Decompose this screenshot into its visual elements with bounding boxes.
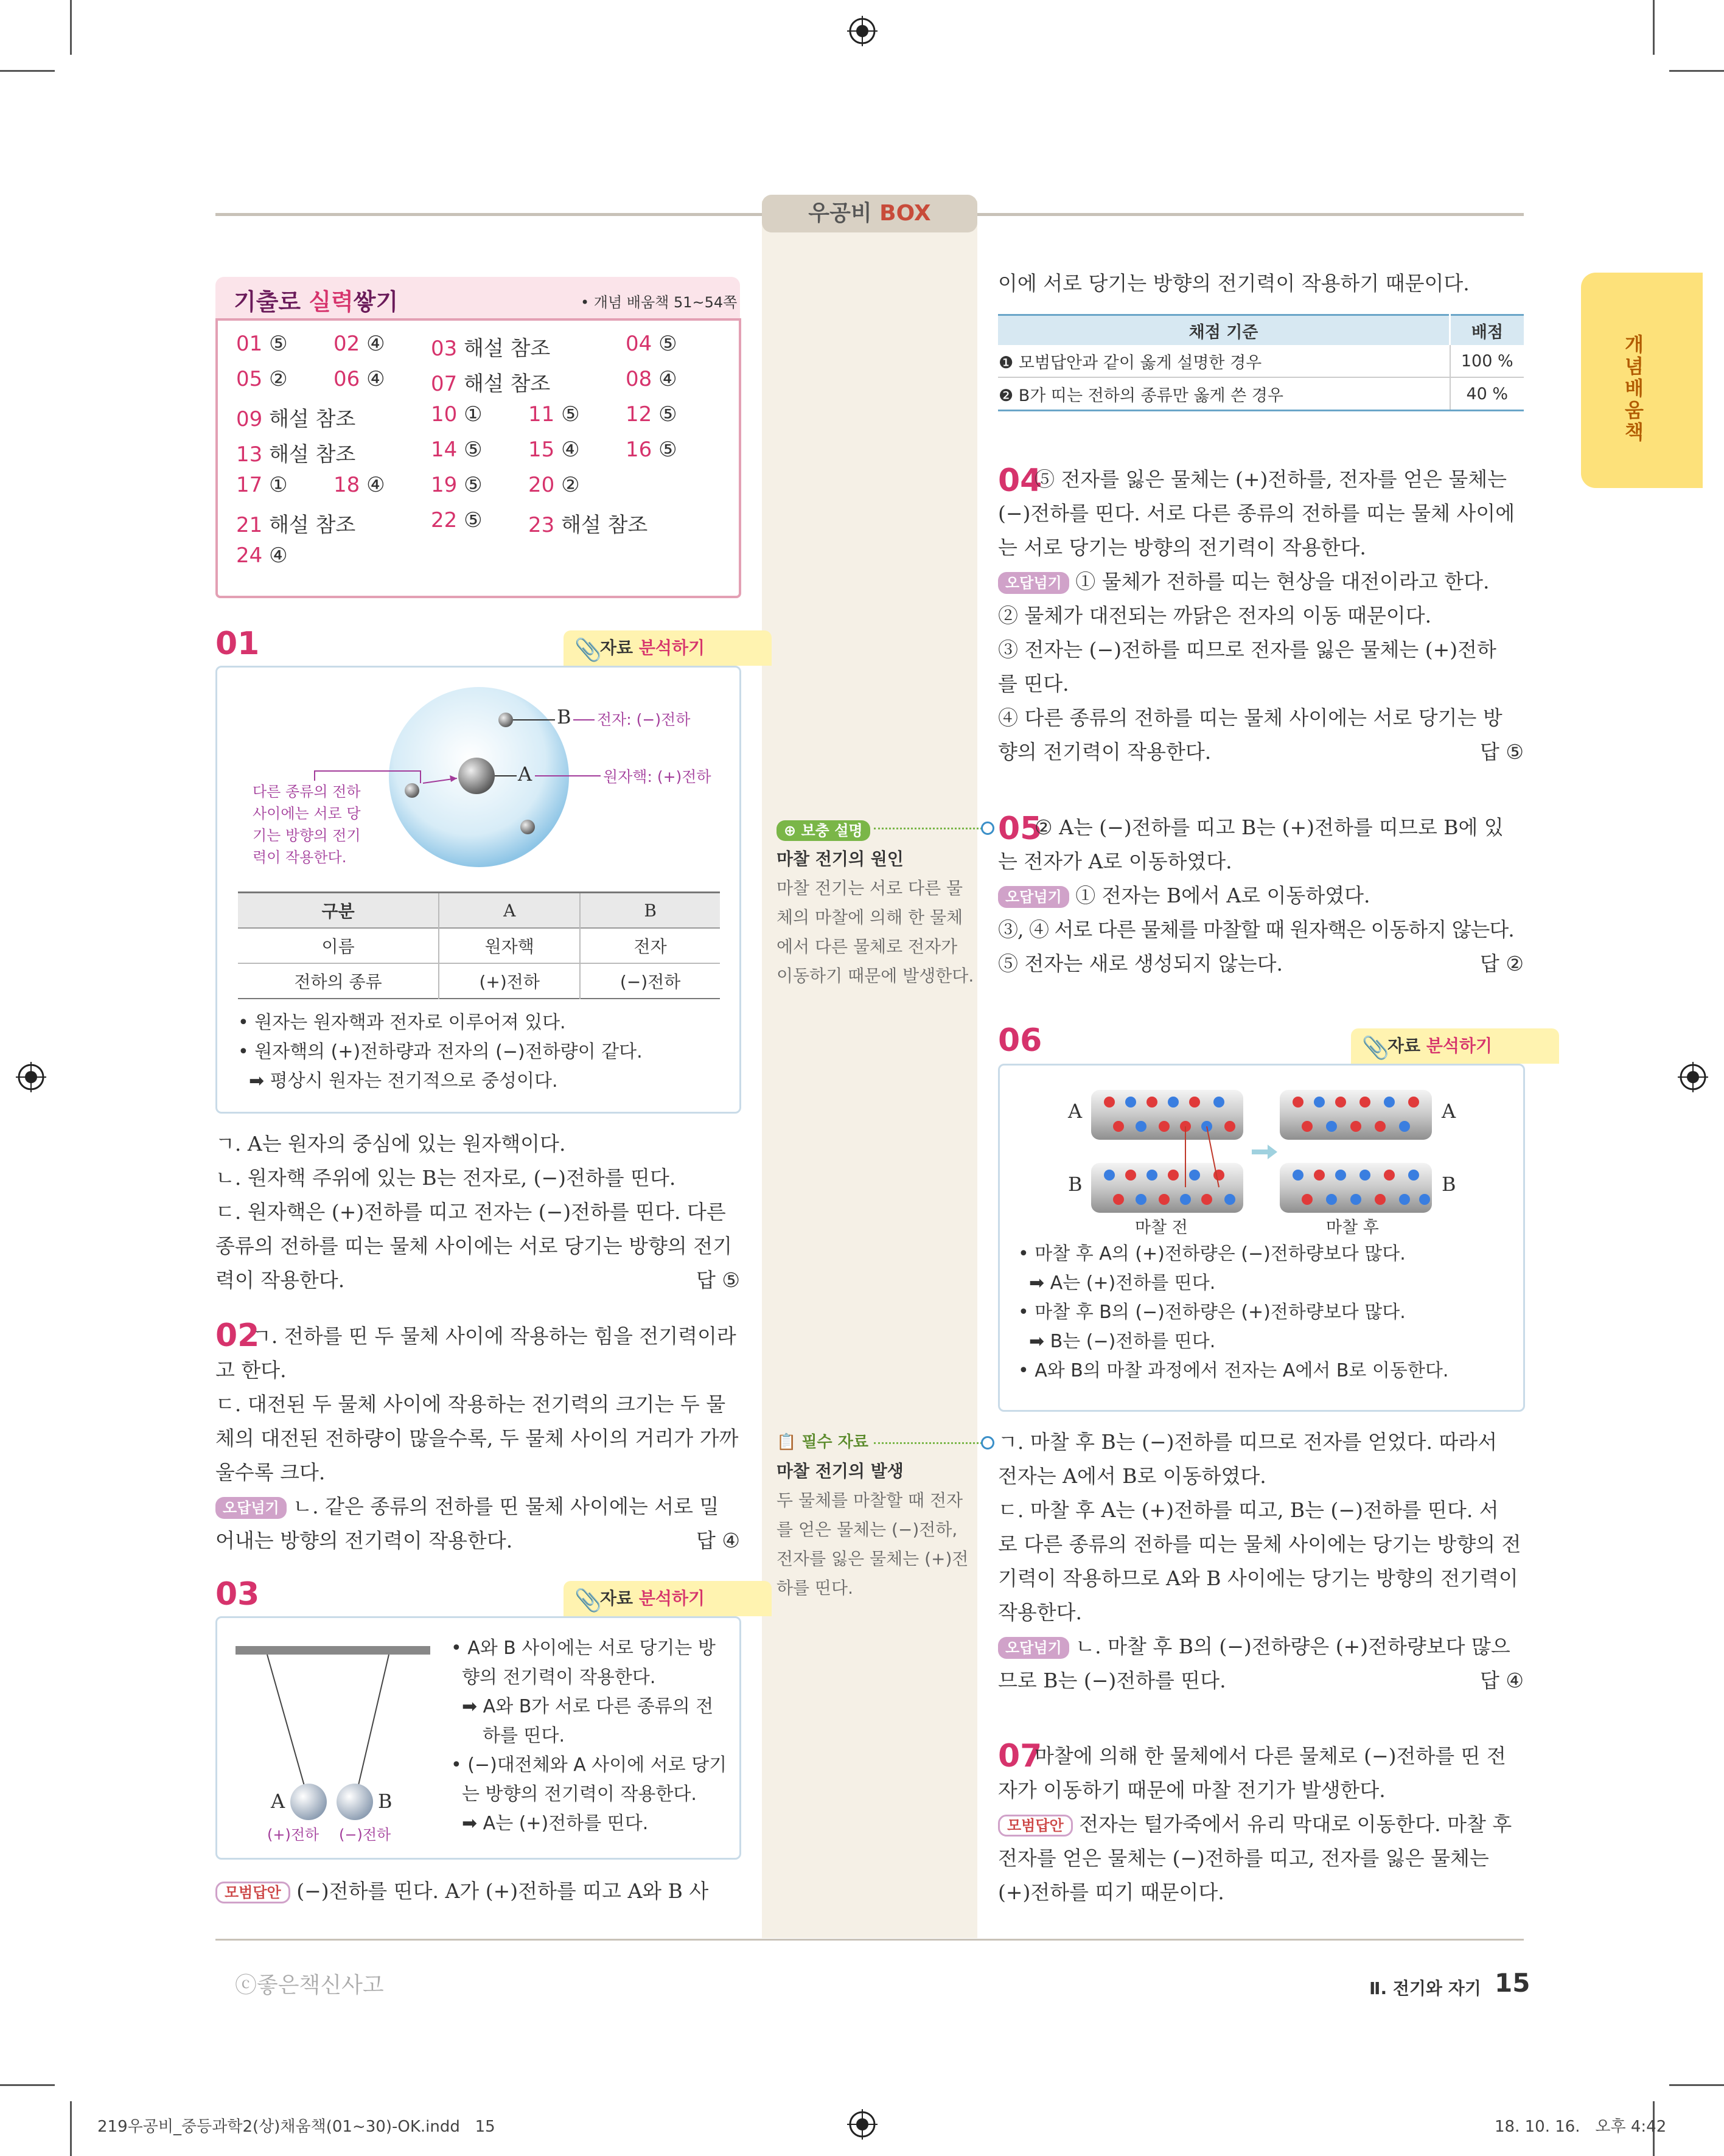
text-line: ③, ④ 서로 다른 물체를 마찰할 때 원자핵은 이동하지 않는다. [998, 918, 1514, 941]
answer-number: 03 [431, 337, 458, 361]
bullet-line: • 원자는 원자핵과 전자로 이루어져 있다. [238, 1012, 566, 1033]
electron-icon [405, 783, 419, 798]
note-line: 력이 작용한다. [253, 849, 347, 866]
q03-model-answer [215, 1874, 740, 1908]
answer-number: 19 [431, 473, 458, 497]
answer-ref: • 개념 배움책 51~54쪽 [581, 294, 738, 311]
answer-number: 22 [431, 508, 458, 532]
text-line [998, 811, 1524, 845]
answer-value: 해설 참조 [269, 513, 356, 537]
q01-bullets [238, 1008, 643, 1096]
answer-number: 12 [626, 402, 652, 427]
model-answer-tag: 모범답안 [998, 1815, 1073, 1837]
text-line [998, 947, 1524, 981]
answer-value: 해설 참조 [561, 513, 648, 537]
q06-bullets [1018, 1240, 1448, 1386]
answer-value: ① [269, 473, 288, 497]
essential-tag: 📋 필수 자료 [776, 1433, 868, 1451]
answer-number: 02 [333, 332, 360, 356]
answer-item [528, 402, 580, 427]
q03-bullets [451, 1634, 727, 1838]
data-tag-b: 분석하기 [638, 638, 705, 658]
answer-summary-box [215, 277, 740, 597]
answer-mark: 답 ④ [696, 1529, 740, 1552]
answer-item [431, 438, 483, 462]
copyright: ⓒ좋은책신사고 [235, 1973, 384, 1998]
text-line: 전자는 A에서 B로 이동하였다. [998, 1464, 1266, 1488]
q05-explanation [998, 811, 1524, 981]
answer-value: 해설 참조 [269, 442, 356, 467]
answer-value: ④ [269, 543, 288, 568]
table-cell: (−)전하 [619, 972, 681, 992]
q03-diagram-box [215, 1616, 741, 1860]
dotted-connector [874, 1442, 982, 1444]
q01-explanation [215, 1127, 740, 1297]
table-cell: 이름 [238, 928, 439, 963]
answer-value: ④ [366, 367, 385, 391]
question-number: 06 [998, 1022, 1042, 1059]
answer-item [236, 508, 355, 538]
q04-explanation [998, 462, 1524, 769]
answer-number: 16 [626, 438, 652, 462]
answer-value: ⑤ [658, 332, 677, 356]
bullet-line: ➡ A는 (+)전하를 띤다. [462, 1813, 649, 1834]
question-number: 02 [215, 1317, 260, 1354]
data-tag-a: 자료 [600, 638, 639, 658]
answer-title-b: 실력 [309, 288, 354, 315]
bullet-line: 하를 띤다. [483, 1725, 565, 1746]
q06-diagram-box [998, 1064, 1525, 1412]
text-line: 기력이 작용하므로 A와 B 사이에는 당기는 방향의 전기력이 [998, 1566, 1518, 1590]
answer-number: 11 [528, 402, 555, 427]
answer-number: 09 [236, 407, 263, 431]
answer-item [626, 332, 677, 356]
registration-mark-icon [847, 16, 878, 46]
slug-file: 219우공비_중등과학2(상)채움책(01~30)-OK.indd 15 [97, 2118, 495, 2136]
answer-value: ⑤ [561, 402, 580, 427]
answer-value: ⑤ [464, 438, 483, 462]
answer-item [236, 473, 288, 497]
answer-value: ④ [366, 473, 385, 497]
box-header [762, 195, 977, 232]
text-line [998, 1739, 1524, 1773]
note-line: 전자를 잃은 물체는 (+)전 [776, 1549, 969, 1569]
question-number: 04 [998, 462, 1042, 499]
question-number: 05 [998, 811, 1042, 847]
text-line-part: ⑤ 전자를 잃은 물체는 (+)전하를, 전자를 얻은 물체는 [1035, 467, 1507, 491]
registration-mark-icon [847, 2109, 878, 2140]
data-tag-b: 분석하기 [1426, 1036, 1493, 1056]
answer-item [626, 438, 677, 462]
wrong-answer-tag: 오답넘기 [215, 1497, 287, 1519]
answer-number: 04 [626, 332, 652, 356]
bottom-rule [215, 1939, 1524, 1941]
bullet-line: • A와 B의 마찰 과정에서 전자는 A에서 B로 이동한다. [1018, 1360, 1449, 1381]
electron-icon [498, 713, 513, 727]
answer-mark: 답 ⑤ [696, 1268, 740, 1292]
answer-item [333, 473, 385, 497]
bullet-line: • 마찰 후 A의 (+)전하량은 (−)전하량보다 많다. [1018, 1243, 1406, 1265]
page-number: 15 [1495, 1968, 1530, 1998]
registration-mark-icon [1678, 1062, 1708, 1092]
answer-item [626, 402, 677, 427]
bullet-line: • 원자핵의 (+)전하량과 전자의 (−)전하량이 같다. [238, 1041, 643, 1062]
table-header: 배점 [1471, 323, 1504, 342]
text-line-part: 므로 B는 (−)전하를 띤다. [998, 1669, 1226, 1692]
text-line-part: 력이 작용한다. [215, 1268, 345, 1292]
answer-mark: 답 ④ [1480, 1669, 1524, 1692]
rod-a-after [1280, 1090, 1432, 1140]
label-b2: B [1442, 1173, 1456, 1196]
answer-grid [215, 318, 741, 598]
text-line-part: (−)전하를 띤다. A가 (+)전하를 띠고 A와 B 사 [296, 1879, 709, 1903]
text-line: ㄷ. 대전된 두 물체 사이에 작용하는 전기력의 크기는 두 물 [215, 1392, 726, 1416]
answer-number: 14 [431, 438, 458, 462]
box-column [762, 201, 977, 1938]
arrow-icon [1252, 1145, 1277, 1159]
wrong-answer-tag: 오답넘기 [998, 572, 1069, 594]
note-title: 마찰 전기의 발생 [776, 1461, 904, 1481]
label-a1: A [1068, 1100, 1083, 1123]
answer-item [236, 543, 288, 568]
supplement-tag: ⊕ 보충 설명 [776, 815, 977, 845]
table-cell: ❷ B가 띠는 전하의 종류만 옳게 쓴 경우 [998, 377, 1450, 411]
answer-number: 10 [431, 402, 458, 427]
note-line: 마찰 전기는 서로 다른 물 [776, 878, 963, 898]
supplement-note [776, 815, 977, 991]
text-line-part: 향의 전기력이 작용한다. [998, 740, 1212, 764]
text-line [998, 1664, 1524, 1698]
note-line: 하를 띤다. [776, 1578, 853, 1598]
note-line: 를 얻은 물체는 (−)전하, [776, 1519, 958, 1540]
text-line [215, 1319, 740, 1353]
text-line: ㄱ. 마찰 후 B는 (−)전하를 띠므로 전자를 얻었다. 따라서 [998, 1430, 1498, 1454]
label-a: A [518, 762, 532, 786]
answer-item [431, 332, 550, 361]
rod-b-after [1280, 1163, 1432, 1213]
attraction-note [253, 781, 361, 868]
note-title: 마찰 전기의 원인 [776, 849, 904, 869]
text-line [998, 735, 1524, 769]
answer-number: 17 [236, 473, 263, 497]
answer-mark: 답 ⑤ [1480, 740, 1524, 764]
table-cell: 전자 [633, 937, 667, 957]
wrong-answer-tag: 오답넘기 [998, 1637, 1069, 1659]
answer-item [528, 508, 647, 538]
answer-item [431, 402, 483, 427]
text-line [998, 1807, 1524, 1841]
text-line: 는 전자가 A로 이동하였다. [998, 849, 1232, 873]
answer-number: 08 [626, 367, 652, 391]
answer-number: 01 [236, 332, 263, 356]
tag-text: 보충 설명 [801, 822, 863, 839]
answer-value: 해설 참조 [269, 407, 356, 431]
answer-item [333, 367, 385, 391]
answer-item [333, 332, 385, 356]
connector-dot-icon [981, 822, 994, 835]
q03-continued: 이에 서로 당기는 방향의 전기력이 작용하기 때문이다. [998, 271, 1470, 295]
side-tab-label: 개념 배움책 [1625, 333, 1644, 444]
text-line-part: 어내는 방향의 전기력이 작용한다. [215, 1529, 513, 1552]
slug-date: 18. 10. 16. 오후 4:42 [1495, 2118, 1667, 2136]
q02-explanation [215, 1319, 740, 1558]
answer-number: 07 [431, 372, 458, 396]
note-line: 기는 방향의 전기 [253, 827, 361, 844]
answer-item [236, 367, 288, 391]
note-line: 에서 다른 물체로 전자가 [776, 937, 958, 957]
text-line-part: ㄱ. 전하를 띤 두 물체 사이에 작용하는 힘을 전기력이라 [252, 1324, 736, 1348]
text-line: ㄴ. 원자핵 주위에 있는 B는 전자로, (−)전하를 띤다. [215, 1166, 676, 1190]
answer-item [431, 508, 483, 532]
text-line [998, 879, 1524, 913]
data-tag-a: 자료 [1387, 1036, 1426, 1056]
text-line: ④ 다른 종류의 전하를 띠는 물체 사이에는 서로 당기는 방 [998, 706, 1502, 730]
answer-value: ⑤ [464, 508, 483, 532]
question-number: 07 [998, 1738, 1042, 1774]
bullet-line: ➡ A는 (+)전하를 띤다. [1029, 1272, 1216, 1294]
text-line: (+)전하를 띠기 때문이다. [998, 1880, 1224, 1904]
answer-title-c: 쌓기 [353, 288, 399, 315]
label-a: A [271, 1790, 285, 1813]
answer-number: 20 [528, 473, 555, 497]
answer-item [431, 367, 550, 397]
tag-text: 필수 자료 [801, 1433, 868, 1451]
answer-item [236, 438, 355, 467]
text-line: 자가 이동하기 때문에 마찰 전기가 발생한다. [998, 1778, 1386, 1802]
note-line: 다른 종류의 전하 [253, 783, 361, 800]
nucleus-icon [458, 758, 495, 794]
answer-value: ⑤ [464, 473, 483, 497]
note-line: 두 물체를 마찰할 때 전자 [776, 1490, 963, 1510]
text-line: ㄷ. 원자핵은 (+)전하를 띠고 전자는 (−)전하를 띤다. 다른 [215, 1200, 726, 1224]
answer-value: ④ [366, 332, 385, 356]
answer-value: 해설 참조 [464, 372, 551, 396]
answer-number: 06 [333, 367, 360, 391]
text-line [215, 1490, 740, 1524]
text-line: ③ 전자는 (−)전하를 띠므로 전자를 잃은 물체는 (+)전하 [998, 638, 1496, 661]
answer-value: ⑤ [658, 438, 677, 462]
text-line: ㄷ. 마찰 후 A는 (+)전하를 띠고, B는 (−)전하를 띤다. 서 [998, 1498, 1499, 1522]
atom-table [238, 891, 720, 999]
after-label: 마찰 후 [1326, 1218, 1379, 1237]
q01-diagram-box [215, 666, 741, 1114]
electron-label: 전자: (−)전하 [597, 711, 691, 728]
answer-value: ④ [561, 438, 580, 462]
charge-a: (+)전하 [267, 1826, 319, 1843]
answer-value: ① [464, 402, 483, 427]
answer-item [236, 332, 288, 356]
text-line [215, 1263, 740, 1297]
text-line-part: ⑤ 전자는 새로 생성되지 않는다. [998, 952, 1283, 975]
question-number: 03 [215, 1576, 260, 1613]
answer-value: 해설 참조 [464, 337, 551, 361]
text-line: ② 물체가 대전되는 까닭은 전자의 이동 때문이다. [998, 604, 1432, 627]
text-line: 체의 대전된 전하량이 많을수록, 두 물체 사이의 거리가 가까 [215, 1426, 739, 1450]
registration-mark-icon [16, 1062, 46, 1092]
answer-item [626, 367, 677, 391]
answer-number: 15 [528, 438, 555, 462]
answer-number: 05 [236, 367, 263, 391]
bullet-line: ➡ A와 B가 서로 다른 종류의 전 [462, 1696, 714, 1717]
q06-explanation [998, 1425, 1524, 1698]
friction-diagram [1000, 1066, 1523, 1236]
answer-mark: 답 ② [1480, 952, 1524, 975]
q07-explanation [998, 1739, 1524, 1910]
answer-number: 18 [333, 473, 360, 497]
text-line: 를 띤다. [998, 672, 1069, 696]
table-cell: ❶ 모범답안과 같이 옳게 설명한 경우 [998, 345, 1450, 377]
text-line: 는 서로 당기는 방향의 전기력이 작용한다. [998, 536, 1366, 559]
answer-box-header [215, 277, 740, 318]
text-line-part: ㄴ. 마찰 후 B의 (−)전하량은 (+)전하량보다 많으 [1075, 1634, 1510, 1658]
text-line [215, 1524, 740, 1558]
clip-icon: 📎 [1362, 1036, 1389, 1061]
text-line-part: ② A는 (−)전하를 띠고 B는 (+)전하를 띠므로 B에 있 [1035, 815, 1504, 839]
bullet-line: • 마찰 후 B의 (−)전하량은 (+)전하량보다 많다. [1018, 1302, 1406, 1323]
table-cell: 전하의 종류 [238, 963, 439, 999]
answer-number: 13 [236, 442, 263, 467]
nucleus-label: 원자핵: (+)전하 [603, 768, 711, 786]
data-analysis-tag [1351, 1028, 1559, 1064]
text-line-part: ① 전자는 B에서 A로 이동하였다. [1075, 884, 1370, 907]
chapter-label: Ⅱ. 전기와 자기 [1369, 1978, 1481, 1998]
label-b: B [557, 705, 571, 728]
data-tag-b: 분석하기 [638, 1588, 705, 1608]
label-a2: A [1442, 1100, 1456, 1123]
side-tab[interactable] [1581, 273, 1703, 488]
label-b: B [378, 1790, 393, 1813]
clip-icon: 📎 [574, 638, 602, 663]
table-header: 채점 기준 [998, 315, 1450, 346]
table-cell: 40 % [1466, 384, 1509, 403]
text-line: 로 다른 종류의 전하를 띠는 물체 사이에는 당기는 방향의 전 [998, 1532, 1521, 1556]
data-analysis-tag [564, 630, 772, 666]
bullet-line: ➡ B는 (−)전하를 띤다. [1029, 1331, 1216, 1352]
answer-item [236, 402, 355, 432]
table-header: 구분 [238, 893, 439, 929]
question-number: 01 [215, 626, 260, 662]
bullet-line: • (−)대전체와 A 사이에 서로 당기 [451, 1754, 727, 1776]
bullet-line: ➡ 평상시 원자는 전기적으로 중성이다. [249, 1070, 558, 1092]
box-label: 우공비 [808, 201, 872, 226]
table-cell: 100 % [1461, 351, 1513, 371]
bullet-line: 향의 전기력이 작용한다. [462, 1667, 656, 1688]
answer-item [528, 473, 580, 497]
note-line: 이동하기 때문에 발생한다. [776, 966, 974, 986]
text-line [998, 462, 1524, 497]
data-analysis-tag [564, 1581, 772, 1616]
label-b1: B [1068, 1173, 1083, 1196]
text-line-part: ① 물체가 전하를 띠는 현상을 대전이라고 한다. [1075, 570, 1490, 593]
table-cell: (+)전하 [439, 963, 580, 999]
scoring-table [998, 314, 1524, 411]
note-line: 체의 마찰에 의해 한 물체 [776, 907, 963, 927]
text-line: 전자를 얻은 물체는 (−)전하를 띠고, 전자를 잃은 물체는 [998, 1846, 1489, 1870]
essential-data-note [776, 1428, 977, 1603]
clip-icon: 📎 [574, 1588, 602, 1613]
answer-item [528, 438, 580, 462]
text-line: 고 한다. [215, 1358, 287, 1382]
bullet-line: • A와 B 사이에는 서로 당기는 방 [451, 1638, 716, 1659]
electron-icon [520, 820, 535, 834]
answer-number: 24 [236, 543, 263, 568]
table-cell: 원자핵 [439, 928, 580, 963]
answer-number: 23 [528, 513, 555, 537]
answer-value: ⑤ [658, 402, 677, 427]
answer-title-a: 기출로 [234, 288, 309, 315]
charge-b: (−)전하 [339, 1826, 391, 1843]
model-answer-tag: 모범답안 [215, 1882, 290, 1903]
table-header: B [644, 900, 657, 921]
data-tag-a: 자료 [600, 1588, 639, 1608]
answer-value: ② [269, 367, 288, 391]
connector-dot-icon [981, 1436, 994, 1450]
answer-item [431, 473, 483, 497]
text-line: 작용한다. [998, 1600, 1083, 1624]
text-line [998, 1630, 1524, 1664]
dotted-connector [874, 828, 982, 829]
support-bar [236, 1646, 430, 1655]
text-line-part: 전자는 털가죽에서 유리 막대로 이동한다. 마찰 후 [1079, 1812, 1512, 1836]
answer-value: ⑤ [269, 332, 288, 356]
text-line: 울수록 크다. [215, 1460, 326, 1484]
bullet-line: 는 방향의 전기력이 작용한다. [462, 1784, 697, 1805]
wrong-answer-tag: 오답넘기 [998, 886, 1069, 908]
before-label: 마찰 전 [1135, 1218, 1188, 1237]
text-line [998, 565, 1524, 599]
text-line: 종류의 전하를 띠는 물체 사이에는 서로 당기는 방향의 전기 [215, 1234, 732, 1258]
answer-number: 21 [236, 513, 263, 537]
text-line: (−)전하를 띤다. 서로 다른 종류의 전하를 띠는 물체 사이에 [998, 501, 1515, 525]
text-line-part: 마찰에 의해 한 물체에서 다른 물체로 (−)전하를 띤 전 [1035, 1744, 1506, 1768]
ball-a-icon [290, 1784, 327, 1820]
text-line: ㄱ. A는 원자의 중심에 있는 원자핵이다. [215, 1132, 566, 1156]
ball-b-icon [337, 1784, 373, 1820]
text-line-part: ㄴ. 같은 종류의 전하를 띤 물체 사이에는 서로 밀 [293, 1495, 719, 1518]
answer-value: ② [561, 473, 580, 497]
pendulum-diagram [217, 1618, 448, 1858]
answer-value: ④ [658, 367, 677, 391]
note-line: 사이에는 서로 당 [253, 805, 361, 822]
box-label-bold: BOX [879, 201, 931, 226]
table-header: A [439, 893, 580, 929]
